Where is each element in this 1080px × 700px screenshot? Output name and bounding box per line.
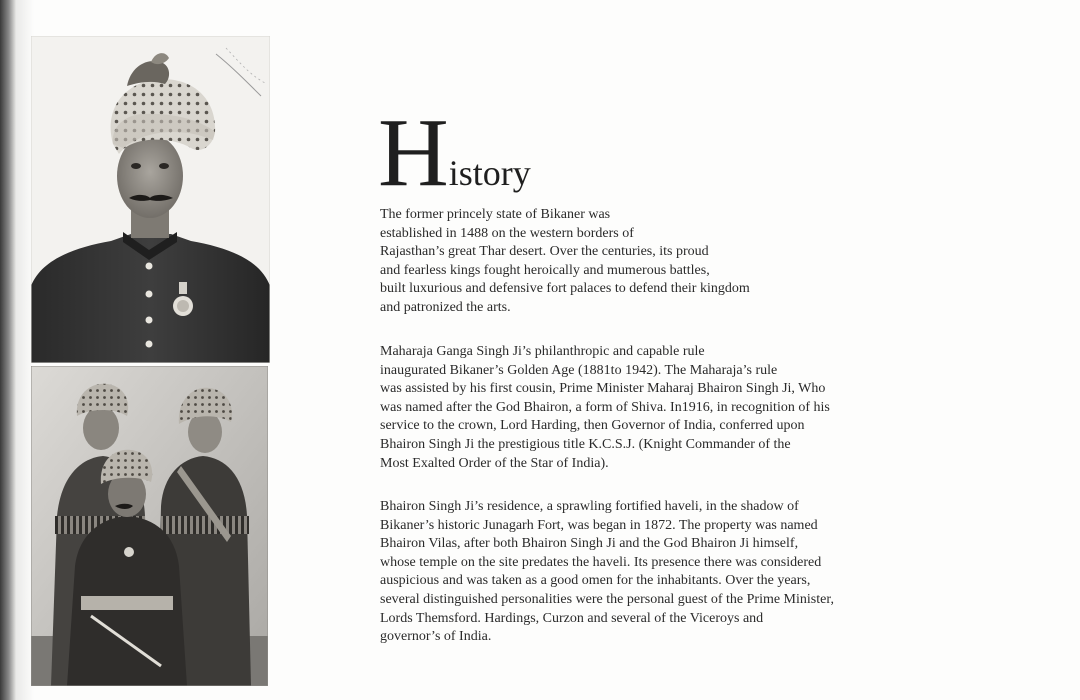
text-line: was named after the God Bhairon, a form of Shiva. In1916, in recognition of his xyxy=(380,399,830,415)
text-line: Bikaner’s historic Junagarh Fort, was began in 1872. The property was named xyxy=(380,517,818,533)
group-portrait-photo xyxy=(31,366,268,686)
title-initial: H xyxy=(378,99,447,207)
text-line: built luxurious and defensive fort palaces to defend their kingdom xyxy=(380,281,750,297)
text-line: Bhairon Singh Ji’s residence, a sprawling fortified haveli, in the shadow of xyxy=(380,499,799,514)
text-line: and patronized the arts. xyxy=(380,299,511,315)
text-line: was assisted by his first cousin, Prime Minister Maharaj Bhairon Singh Ji, Who xyxy=(380,381,826,397)
text-line: inaugurated Bikaner’s Golden Age (1881to 1942). The Maharaja’s rule xyxy=(380,362,778,378)
text-line: auspicious and was taken as a good omen for the inhabitants. Over the years, xyxy=(380,573,811,589)
group-illustration xyxy=(31,366,268,686)
paragraph-golden-age xyxy=(380,343,830,473)
text-line: Lords Themsford. Hardings, Curzon and several of the Viceroys and xyxy=(380,610,764,626)
text-line: service to the crown, Lord Harding, then Governor of India, conferred upon xyxy=(380,418,805,434)
text-line: Rajasthan’s great Thar desert. Over the centuries, its proud xyxy=(380,244,709,260)
text-line: Maharaja Ganga Singh Ji’s philanthropic and capable rule xyxy=(380,344,705,359)
maharaja-portrait-photo xyxy=(31,36,270,363)
title-rest: istory xyxy=(448,153,531,193)
paragraph-residence xyxy=(380,498,834,647)
text-line: Bhairon Vilas, after both Bhairon Singh Ji and the God Bhairon Ji himself, xyxy=(380,536,799,552)
portrait-illustration xyxy=(31,36,270,363)
paragraph-founding xyxy=(380,206,750,318)
text-line: governor’s of India. xyxy=(380,629,492,645)
text-line: The former princely state of Bikaner was xyxy=(380,207,611,222)
text-line: and fearless kings fought heroically and mumerous battles, xyxy=(380,262,710,278)
text-line: Bhairon Singh Ji the prestigious title K.C.S.J. (Knight Commander of the xyxy=(380,436,791,452)
text-line: whose temple on the site predates the haveli. Its presence there was considered xyxy=(380,554,822,570)
text-line: several distinguished personalities were the personal guest of the Prime Minister, xyxy=(380,591,834,607)
page-title xyxy=(378,99,531,207)
book-binding xyxy=(0,0,16,700)
text-line: Most Exalted Order of the Star of India). xyxy=(380,455,609,471)
text-line: established in 1488 on the western borders of xyxy=(380,225,634,241)
